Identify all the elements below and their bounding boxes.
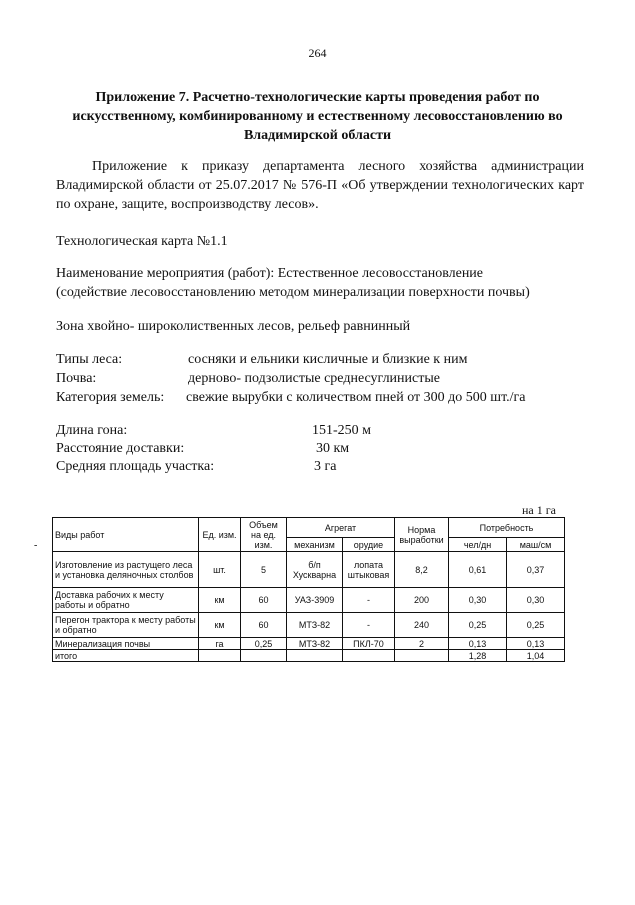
- cell-volume: 60: [241, 588, 287, 613]
- cell-tool: лопата штыковая: [343, 552, 395, 588]
- cell-machine-shifts: 0,30: [507, 588, 565, 613]
- delivery-distance-value: 30 км: [316, 441, 350, 456]
- col-header-volume: Объем на ед. изм.: [241, 518, 287, 552]
- cell-volume: 5: [241, 552, 287, 588]
- unit-note: на 1 га: [522, 503, 556, 517]
- average-area-value: 3 га: [314, 459, 337, 474]
- technology-card-table: [52, 517, 565, 662]
- cell-norm: 240: [395, 613, 449, 638]
- table-row: [53, 588, 565, 613]
- col-header-norm: Норма выработки: [395, 518, 449, 552]
- cell-tool: -: [343, 588, 395, 613]
- cell-machine-shifts: 0,37: [507, 552, 565, 588]
- table-header-row-1: [53, 518, 565, 538]
- cell-unit: км: [199, 613, 241, 638]
- run-length-value: 151-250 м: [312, 423, 372, 438]
- cell-unit: км: [199, 588, 241, 613]
- cell-work: Изготовление из растущего леса и установка деляночных столбов: [53, 552, 199, 588]
- col-header-tool: орудие: [343, 538, 395, 552]
- cell-work: Перегон трактора к месту работы и обратно: [53, 613, 199, 638]
- card-title: Технологическая карта №1.1: [56, 234, 228, 249]
- cell-mechanism: МТЗ-82: [287, 638, 343, 650]
- cell-tool: -: [343, 613, 395, 638]
- activity-name-line-1: Наименование мероприятия (работ): Естественное лесовосстановление: [56, 266, 484, 281]
- land-category-label: Категория земель:: [56, 390, 165, 405]
- cell-man-days: 0,25: [449, 613, 507, 638]
- cell-volume: 0,25: [241, 638, 287, 650]
- total-machine-shifts: 1,04: [507, 650, 565, 662]
- total-man-days: 1,28: [449, 650, 507, 662]
- col-header-machine-shifts: маш/см: [507, 538, 565, 552]
- order-reference-paragraph: Приложение к приказу департамента лесного хозяйства администрации Владимирской области от 25.07.2017 № 576-П «Об утверждении технологических карт по охране, защите, воспроизводству лесов».: [56, 159, 584, 212]
- page-number: 264: [308, 46, 327, 60]
- total-empty-cell: [287, 650, 343, 662]
- activity-name-line-2: (содействие лесовосстановлению методом минерализации поверхности почвы): [56, 285, 530, 300]
- cell-man-days: 0,30: [449, 588, 507, 613]
- total-empty-cell: [343, 650, 395, 662]
- delivery-distance-label: Расстояние доставки:: [56, 441, 185, 456]
- cell-work: Доставка рабочих к месту работы и обратно: [53, 588, 199, 613]
- cell-machine-shifts: 0,13: [507, 638, 565, 650]
- margin-mark: -: [34, 540, 38, 551]
- soil-label: Почва:: [56, 371, 97, 386]
- cell-norm: 8,2: [395, 552, 449, 588]
- cell-unit: га: [199, 638, 241, 650]
- cell-man-days: 0,61: [449, 552, 507, 588]
- average-area-label: Средняя площадь участка:: [56, 459, 215, 474]
- col-header-need: Потребность: [449, 518, 565, 538]
- cell-volume: 60: [241, 613, 287, 638]
- cell-mechanism: МТЗ-82: [287, 613, 343, 638]
- total-empty-cell: [199, 650, 241, 662]
- cell-man-days: 0,13: [449, 638, 507, 650]
- col-header-mechanism: механизм: [287, 538, 343, 552]
- cell-mechanism: УАЗ-3909: [287, 588, 343, 613]
- cell-norm: 2: [395, 638, 449, 650]
- table-row: [53, 638, 565, 650]
- cell-norm: 200: [395, 588, 449, 613]
- cell-machine-shifts: 0,25: [507, 613, 565, 638]
- cell-mechanism: б/п Хускварна: [287, 552, 343, 588]
- total-label: итого: [53, 650, 199, 662]
- table-row: [53, 552, 565, 588]
- run-length-label: Длина гона:: [56, 423, 128, 438]
- document-title: Приложение 7. Расчетно-технологические карты проведения работ по искусственному, комбинированному и естественному лесовосстановлению во Владимирской области: [72, 90, 563, 143]
- total-empty-cell: [241, 650, 287, 662]
- col-header-unit: Ед. изм.: [199, 518, 241, 552]
- col-header-man-days: чел/дн: [449, 538, 507, 552]
- forest-type-label: Типы леса:: [56, 352, 123, 367]
- soil-value: дерново- подзолистые среднесуглинистые: [188, 371, 440, 386]
- table-row: [53, 613, 565, 638]
- col-header-aggregate: Агрегат: [287, 518, 395, 538]
- cell-tool: ПКЛ-70: [343, 638, 395, 650]
- col-header-work-types: Виды работ: [53, 518, 199, 552]
- forest-type-value: сосняки и ельники кисличные и близкие к ним: [188, 352, 468, 367]
- table-total-row: [53, 650, 565, 662]
- cell-work: Минерализация почвы: [53, 638, 199, 650]
- total-empty-cell: [395, 650, 449, 662]
- land-category-value: свежие вырубки с количеством пней от 300 до 500 шт./га: [186, 390, 526, 405]
- zone-line: Зона хвойно- широколиственных лесов, рельеф равнинный: [56, 319, 411, 334]
- cell-unit: шт.: [199, 552, 241, 588]
